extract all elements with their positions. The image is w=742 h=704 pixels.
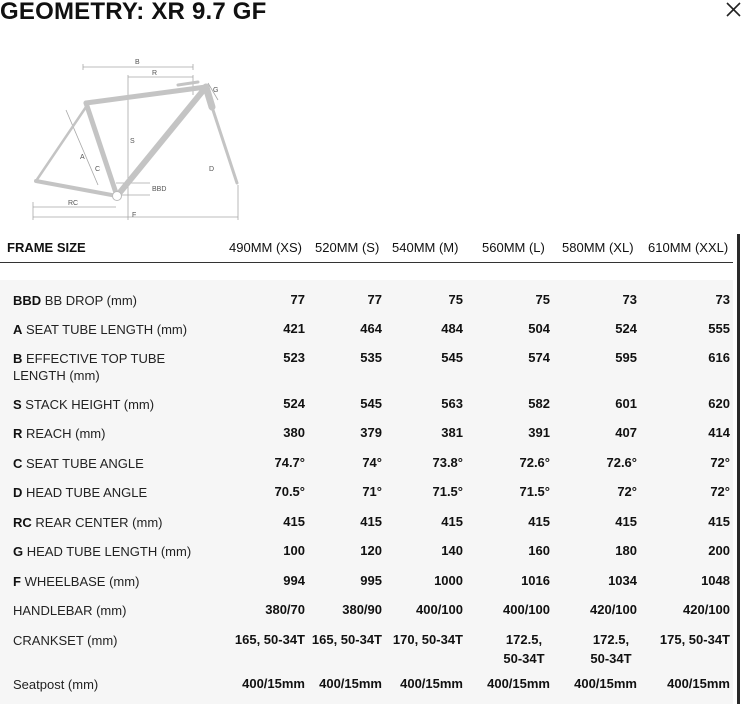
table-cell: 400/100: [503, 602, 550, 617]
table-cell: 381: [441, 425, 463, 440]
row-label: [13, 676, 218, 693]
table-cell: 75: [448, 292, 463, 307]
diagram-label-d: D: [209, 166, 215, 173]
table-cell: 165, 50-34T: [311, 632, 382, 647]
table-cell: 170, 50-34T: [392, 632, 463, 647]
row-label-text: HANDLEBAR (mm): [13, 603, 127, 618]
table-cell: 415: [283, 514, 305, 529]
table-cell: 391: [528, 425, 550, 440]
row-label-key: D: [13, 485, 23, 500]
row-label: [13, 350, 218, 384]
table-cell: 400/15mm: [400, 676, 463, 691]
row-label-key: A: [13, 322, 23, 337]
size-header-xs: 490MM (XS): [229, 240, 302, 255]
table-cell: 994: [283, 573, 305, 588]
table-cell: 70.5°: [274, 484, 305, 499]
table-cell: 400/15mm: [242, 676, 305, 691]
table-cell: 380: [283, 425, 305, 440]
row-label: [13, 632, 218, 649]
table-cell: 72.6°: [606, 455, 637, 470]
table-cell: 71°: [362, 484, 382, 499]
row-label-text: HEAD TUBE LENGTH (mm): [23, 544, 192, 559]
table-cell: 400/15mm: [667, 676, 730, 691]
table-cell: 601: [615, 396, 637, 411]
row-label-key: BBD: [13, 293, 42, 308]
row-label: [13, 292, 218, 309]
table-cell: 415: [528, 514, 550, 529]
table-cell: 74°: [362, 455, 382, 470]
row-label-text: STACK HEIGHT (mm): [21, 397, 155, 412]
row-label: [13, 573, 218, 590]
table-cell: 414: [708, 425, 730, 440]
table-cell: 995: [360, 573, 382, 588]
table-cell: 165, 50-34T: [234, 632, 305, 647]
table-cell: 407: [615, 425, 637, 440]
table-cell: 400/15mm: [319, 676, 382, 691]
scrollbar[interactable]: [737, 234, 740, 704]
table-cell: 180: [615, 543, 637, 558]
table-cell: 73.8°: [432, 455, 463, 470]
table-cell: 582: [528, 396, 550, 411]
row-label: [13, 484, 218, 501]
close-icon[interactable]: [724, 0, 742, 18]
diagram-label-r: R: [152, 70, 158, 77]
frame-geometry-diagram: [28, 55, 248, 225]
row-label-key: G: [13, 544, 24, 559]
table-cell: 574: [528, 350, 550, 365]
table-cell: 71.5°: [432, 484, 463, 499]
row-label-text: SEAT TUBE ANGLE: [22, 456, 144, 471]
table-cell: 400/15mm: [574, 676, 637, 691]
table-cell: 72°: [710, 484, 730, 499]
row-label: [13, 602, 218, 619]
row-label: [13, 514, 218, 531]
table-cell: 77: [290, 292, 305, 307]
row-label-text: EFFECTIVE TOP TUBE LENGTH (mm): [13, 351, 166, 383]
row-label-text: BB DROP (mm): [41, 293, 137, 308]
table-cell: 140: [441, 543, 463, 558]
diagram-label-g: G: [213, 87, 219, 94]
table-cell: 160: [528, 543, 550, 558]
diagram-label-s: S: [130, 138, 135, 145]
row-label-text: HEAD TUBE ANGLE: [22, 485, 148, 500]
row-label-key: B: [13, 351, 23, 366]
table-cell: 545: [441, 350, 463, 365]
table-cell: 172.5, 50-34T: [503, 632, 545, 666]
table-cell: 415: [441, 514, 463, 529]
table-cell: 595: [615, 350, 637, 365]
size-header-xxl: 610MM (XXL): [648, 240, 729, 255]
table-cell: 415: [708, 514, 730, 529]
table-cell: 380/90: [342, 602, 382, 617]
diagram-label-c: C: [95, 166, 101, 173]
row-label: [13, 321, 218, 338]
row-label-key: C: [13, 456, 23, 471]
table-cell: 400/15mm: [487, 676, 550, 691]
table-cell: 172.5, 50-34T: [590, 632, 632, 666]
table-cell: 415: [615, 514, 637, 529]
diagram-label-f: F: [132, 212, 137, 219]
table-cell: 535: [360, 350, 382, 365]
table-cell: 524: [283, 396, 305, 411]
table-cell: 420/100: [683, 602, 730, 617]
row-label-text: WHEELBASE (mm): [20, 574, 140, 589]
table-cell: 77: [367, 292, 382, 307]
table-cell: 100: [283, 543, 305, 558]
table-cell: 555: [708, 321, 730, 336]
row-label-text: Seatpost (mm): [13, 677, 99, 692]
table-cell: 175, 50-34T: [659, 632, 730, 647]
row-label: [13, 543, 218, 560]
table-cell: 421: [283, 321, 305, 336]
table-cell: 523: [283, 350, 305, 365]
size-header-l: 560MM (L): [482, 240, 545, 255]
row-label-text: SEAT TUBE LENGTH (mm): [22, 322, 188, 337]
table-cell: 1016: [521, 573, 550, 588]
table-cell: 380/70: [265, 602, 305, 617]
table-cell: 120: [360, 543, 382, 558]
diagram-label-bbd: BBD: [152, 186, 167, 193]
table-cell: 1034: [608, 573, 637, 588]
size-header-s: 520MM (S): [315, 240, 380, 255]
table-cell: 620: [708, 396, 730, 411]
table-cell: 504: [528, 321, 550, 336]
row-label-text: REACH (mm): [22, 426, 106, 441]
row-label-key: RC: [13, 515, 32, 530]
row-label: [13, 396, 218, 413]
table-cell: 464: [360, 321, 382, 336]
table-cell: 400/100: [416, 602, 463, 617]
table-cell: 524: [615, 321, 637, 336]
table-cell: 200: [708, 543, 730, 558]
table-cell: 1048: [701, 573, 730, 588]
table-cell: 420/100: [590, 602, 637, 617]
table-cell: 1000: [434, 573, 463, 588]
row-label: [13, 455, 218, 472]
diagram-label-b: B: [135, 59, 140, 66]
table-cell: 72°: [617, 484, 637, 499]
table-cell: 73: [622, 292, 637, 307]
table-cell: 563: [441, 396, 463, 411]
table-cell: 75: [535, 292, 550, 307]
size-header-m: 540MM (M): [392, 240, 459, 255]
table-cell: 71.5°: [519, 484, 550, 499]
table-cell: 379: [360, 425, 382, 440]
row-label-key: F: [13, 574, 21, 589]
table-cell: 72.6°: [519, 455, 550, 470]
table-cell: 73: [715, 292, 730, 307]
diagram-label-a: A: [80, 154, 85, 161]
row-label-text: CRANKSET (mm): [13, 633, 118, 648]
row-label-key: R: [13, 426, 23, 441]
row-label-key: S: [13, 397, 22, 412]
table-header-row: [0, 234, 733, 263]
page-title: GEOMETRY: XR 9.7 GF: [0, 0, 267, 25]
table-cell: 415: [360, 514, 382, 529]
row-label-text: REAR CENTER (mm): [31, 515, 163, 530]
table-cell: 545: [360, 396, 382, 411]
frame-size-header: FRAME SIZE: [7, 240, 86, 255]
diagram-label-rc: RC: [68, 200, 79, 207]
table-cell: 74.7°: [274, 455, 305, 470]
row-label: [13, 425, 218, 442]
table-cell: 72°: [710, 455, 730, 470]
size-header-xl: 580MM (XL): [562, 240, 634, 255]
table-cell: 616: [708, 350, 730, 365]
table-cell: 484: [441, 321, 463, 336]
